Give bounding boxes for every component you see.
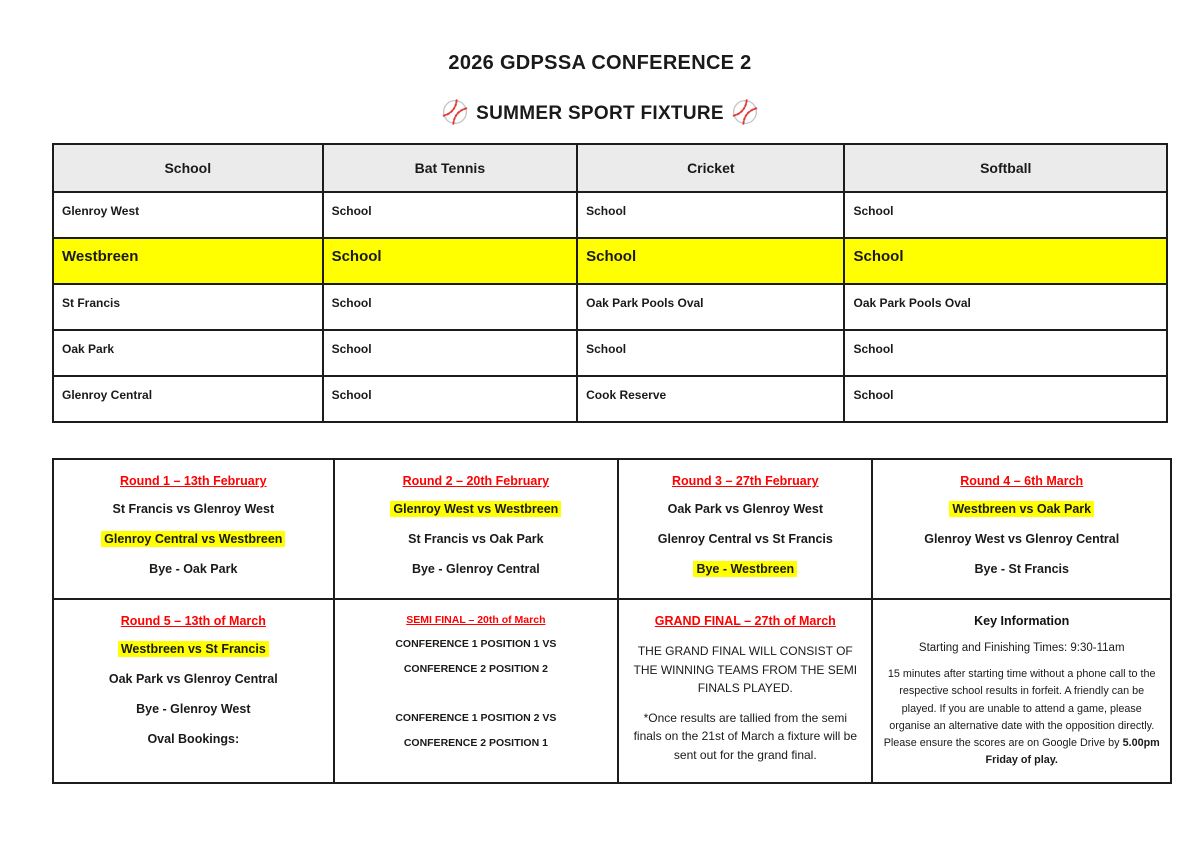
fixture-line: St Francis vs Oak Park — [408, 532, 544, 546]
fixture-line — [64, 532, 323, 546]
fixture-line: THE GRAND FINAL WILL CONSIST OF THE WINNING TEAMS FROM THE SEMI FINALS PLAYED. — [633, 644, 858, 696]
venue-cell: School — [577, 238, 844, 284]
spacer — [345, 688, 608, 712]
venue-cell: School — [844, 238, 1167, 284]
fixture-line — [629, 562, 861, 576]
fixture-line: CONFERENCE 1 POSITION 1 VS — [395, 638, 557, 650]
venue-cell: Oak Park — [53, 330, 323, 376]
venue-cell: Cook Reserve — [577, 376, 844, 422]
fixture-cell — [53, 459, 334, 599]
column-header-school: School — [53, 144, 323, 192]
fixture-cell — [618, 459, 872, 599]
venue-cell: School — [577, 192, 844, 238]
venue-cell: School — [323, 376, 578, 422]
venues-header-row — [53, 144, 1167, 192]
page-subtitle-text: SUMMER SPORT FIXTURE — [476, 103, 724, 124]
venue-cell: School — [844, 192, 1167, 238]
fixture-line: Oval Bookings: — [147, 732, 240, 746]
highlighted-match: Glenroy Central vs Westbreen — [101, 531, 285, 547]
fixture-cell-heading: Round 3 – 27th February — [672, 474, 819, 488]
fixture-line: Glenroy Central vs St Francis — [657, 532, 833, 546]
fixture-line: Oak Park vs Glenroy Central — [108, 672, 278, 686]
venue-cell: School — [844, 330, 1167, 376]
fixture-table — [52, 458, 1172, 784]
column-header-cricket: Cricket — [577, 144, 844, 192]
fixture-cell — [53, 599, 334, 783]
fixture-cell — [872, 459, 1171, 599]
venue-cell: Oak Park Pools Oval — [844, 284, 1167, 330]
baseball-icon — [732, 99, 758, 125]
highlighted-match: Westbreen vs Oak Park — [949, 501, 1094, 517]
highlighted-match: Glenroy West vs Westbreen — [390, 501, 561, 517]
venues-table-body — [53, 192, 1167, 422]
venue-cell: Westbreen — [53, 238, 323, 284]
venue-cell: School — [323, 238, 578, 284]
table-row — [53, 284, 1167, 330]
venues-table — [52, 143, 1168, 423]
fixture-line: *Once results are tallied from the semi finals on the 21st of March a fixture will be sent out for the grand final. — [633, 710, 858, 762]
column-header-battennis: Bat Tennis — [323, 144, 578, 192]
baseball-icon — [442, 99, 468, 125]
fixture-cell-heading: Key Information — [974, 614, 1070, 628]
venues-table-section — [52, 143, 1168, 423]
venue-cell: Oak Park Pools Oval — [577, 284, 844, 330]
fixture-line: Bye - Glenroy West — [136, 702, 251, 716]
fixture-line: CONFERENCE 2 POSITION 1 — [403, 737, 548, 749]
column-header-softball: Softball — [844, 144, 1167, 192]
highlighted-match: Bye - Westbreen — [693, 561, 797, 577]
fixture-line — [883, 502, 1160, 516]
fixture-cell-heading: Round 1 – 13th February — [120, 474, 267, 488]
table-row — [53, 238, 1167, 284]
fixture-line: Starting and Finishing Times: 9:30-11am — [918, 642, 1125, 654]
table-row — [53, 330, 1167, 376]
venue-cell: School — [577, 330, 844, 376]
venue-cell: Glenroy Central — [53, 376, 323, 422]
table-row — [53, 192, 1167, 238]
fixture-cell — [618, 599, 872, 783]
fixture-cell-heading: Round 4 – 6th March — [960, 474, 1084, 488]
venue-cell: St Francis — [53, 284, 323, 330]
table-row — [53, 376, 1167, 422]
fixture-line: CONFERENCE 2 POSITION 2 — [403, 663, 548, 675]
fixture-cell-heading: Round 2 – 20th February — [402, 474, 550, 488]
fixture-cell-heading: Round 5 – 13th of March — [120, 614, 266, 628]
fixture-line: Bye - St Francis — [974, 562, 1069, 576]
fixture-cell — [872, 599, 1171, 783]
fixture-table-body — [53, 459, 1171, 783]
fixture-line: Oak Park vs Glenroy West — [667, 502, 823, 516]
fixture-line: CONFERENCE 1 POSITION 2 VS — [395, 712, 557, 724]
fixture-cell — [334, 599, 619, 783]
fixture-table-section — [52, 458, 1172, 784]
table-row — [53, 459, 1171, 599]
table-row — [53, 599, 1171, 783]
venue-cell: School — [323, 284, 578, 330]
fixture-line: Bye - Oak Park — [149, 562, 238, 576]
fixture-line: St Francis vs Glenroy West — [112, 502, 275, 516]
fixture-cell — [334, 459, 619, 599]
fixture-line: Glenroy West vs Glenroy Central — [924, 532, 1120, 546]
venue-cell: Glenroy West — [53, 192, 323, 238]
fixture-cell-heading: GRAND FINAL – 27th of March — [654, 614, 836, 628]
venue-cell: School — [323, 192, 578, 238]
fixture-line: Bye - Glenroy Central — [411, 562, 540, 576]
fixture-line — [64, 642, 323, 656]
fixture-line — [345, 502, 608, 516]
bold-deadline-text: 5.00pm Friday of play. — [985, 737, 1160, 767]
venue-cell: School — [844, 376, 1167, 422]
venue-cell: School — [323, 330, 578, 376]
fixture-line: 15 minutes after starting time without a phone call to the respective school results in forfeit. A friendly can be played. If you are unable to attend a game, please organise an alternative date with the opposition directly. Please ensure the scores are on Google Drive by 5.00pm Friday of play. — [883, 668, 1160, 767]
highlighted-match: Westbreen vs St Francis — [118, 641, 269, 657]
page-subtitle — [0, 99, 1200, 125]
page-title: 2026 GDPSSA CONFERENCE 2 — [448, 52, 752, 74]
fixture-cell-heading: SEMI FINAL – 20th of March — [406, 614, 546, 626]
